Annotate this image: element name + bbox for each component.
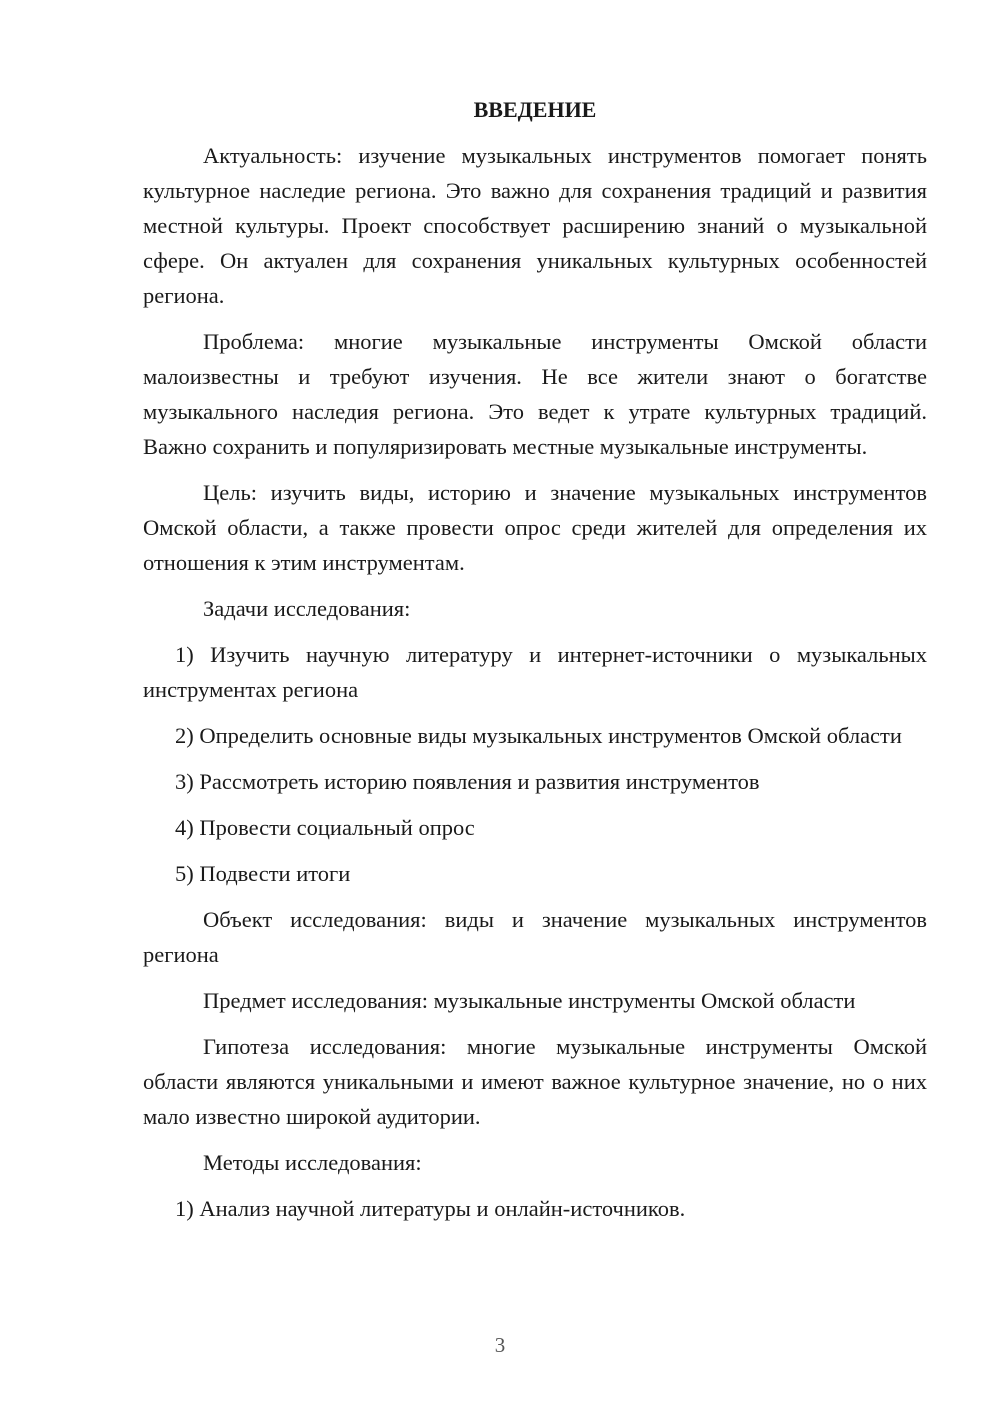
problem-paragraph: Проблема: многие музыкальные инструменты Омской области малоизвестны и требуют изучения. Не все жители знают о богатстве музыкального наследия региона. Это ведет к утрате культурных традиций. Важно сохранить и популяризировать местные музыкальные инструменты. bbox=[143, 329, 927, 459]
section-title: ВВЕДЕНИЕ bbox=[473, 97, 597, 122]
object-paragraph: Объект исследования: виды и значение музыкальных инструментов региона bbox=[143, 907, 927, 967]
goal-paragraph: Цель: изучить виды, историю и значение музыкальных инструментов Омской области, а также провести опрос среди жителей для определения их отношения к этим инструментам. bbox=[143, 480, 927, 575]
task-item: 2) Определить основные виды музыкальных инструментов Омской области bbox=[175, 723, 902, 748]
subject-paragraph: Предмет исследования: музыкальные инструменты Омской области bbox=[203, 988, 856, 1013]
hypothesis-paragraph: Гипотеза исследования: многие музыкальные инструменты Омской области являются уникальными и имеют важное культурное значение, но о них мало известно широкой аудитории. bbox=[143, 1034, 927, 1129]
task-item: 4) Провести социальный опрос bbox=[175, 815, 475, 840]
task-item: 3) Рассмотреть историю появления и развития инструментов bbox=[175, 769, 760, 794]
page-body bbox=[143, 92, 927, 1237]
task-item: 5) Подвести итоги bbox=[175, 861, 351, 886]
page-number: 3 bbox=[494, 1333, 506, 1357]
methods-heading: Методы исследования: bbox=[203, 1150, 422, 1175]
method-item: 1) Анализ научной литературы и онлайн-источников. bbox=[175, 1196, 686, 1221]
task-item: 1) Изучить научную литературу и интернет-источники о музыкальных инструментах региона bbox=[143, 642, 927, 702]
tasks-heading: Задачи исследования: bbox=[203, 596, 411, 621]
relevance-paragraph: Актуальность: изучение музыкальных инструментов помогает понять культурное наследие региона. Это важно для сохранения традиций и развития местной культуры. Проект способствует расширению знаний о музыкальной сфере. Он актуален для сохранения уникальных культурных особенностей региона. bbox=[143, 143, 927, 308]
